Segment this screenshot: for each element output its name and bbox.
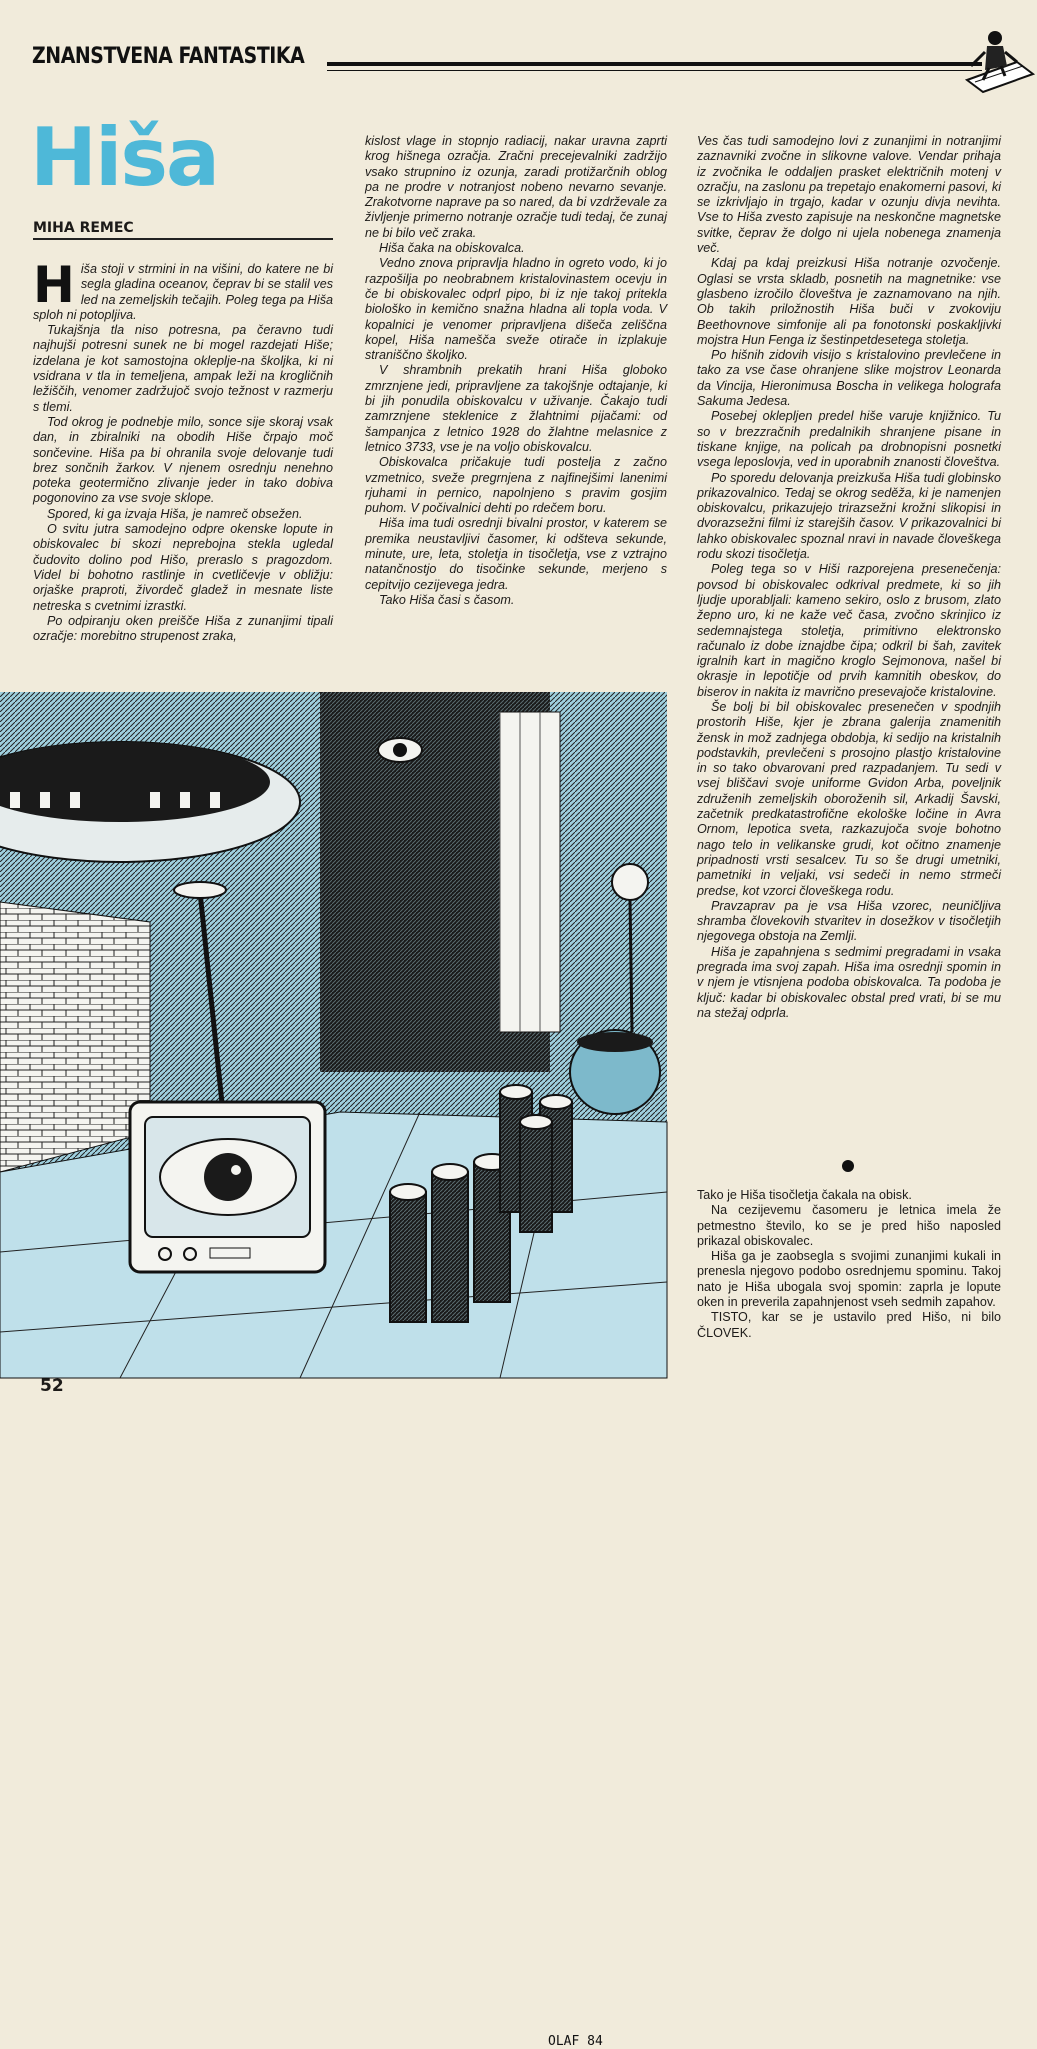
artist-signature: OLAF 84 (548, 2034, 603, 2049)
section-break-bullet (842, 1160, 854, 1172)
section-header (32, 40, 982, 80)
robot-figure-icon (957, 22, 1037, 94)
paragraph: Spored, ki ga izvaja Hiša, je namreč obsežen. (47, 506, 303, 521)
paragraph: Po odpiranju oken preišče Hiša z zunanjimi tipali ozračje: morebitno strupenost zraka, (33, 613, 333, 644)
text-column-3 (697, 134, 1001, 1021)
paragraph: Tako je Hiša tisočletja čakala na obisk. (697, 1188, 912, 1202)
text-column-1 (33, 256, 333, 644)
drop-cap: H (33, 256, 75, 314)
paragraph: Hiša ima tudi osrednji bivalni prostor, v katerem se premika neustavljivi časomer, ki odšteva sekunde, minute, ure, leta, stoletja in tisočletja, vse z vztrajno natančnostjo do tisočinke sekunde, merjeno s cepitvijo cezijevega jedra. (365, 516, 667, 592)
article-title: Hiša (30, 111, 218, 204)
paragraph: kislost vlage in stopnjo radiacij, nakar uravna zaprti krog hišnega ozračja. Zračni precejevalniki zadržijo vsako strupnino iz ozunja, zaradi protižarčnih oblog pa ne prodre v notranjost nobeno nevarno sevanje. Zrakotvorne naprave pa so nared, da bi vzdrževale za življenje primerno notranje ozračje tudi tedaj, če zunaj ne bi bilo več zraka. (365, 134, 667, 240)
paragraph: Hiša čaka na obiskovalca. (379, 241, 525, 256)
paragraph: Kdaj pa kdaj preizkusi Hiša notranje ozvočenje. Oglasi se vrsta skladb, posnetih na magnetnike: vse glasbeno izročilo človeštva je zaznamovano na njih. Ob takih priložnostih Hiša buči v zvokoviju Beethovnove simfonije ali pa fonotonski poskakljivki mojstra Hun Fenga iz šestinpetdesetega stoletja. (697, 256, 1001, 347)
paragraph: Na cezijevemu časomeru je letnica imela že petmestno število, ko se je pred hišo naposled prikazal obiskovalec. (697, 1203, 1001, 1248)
paragraph: Posebej oklepljen predel hiše varuje knjižnico. Tu so v brezzračnih predalnikih shranjene pisane in tiskane knjige, na policah pa drobnopisni posnetki vsega leposlovja, ved in uporabnih znanosti človeštva. (697, 409, 1001, 470)
paragraph: Hiša ga je zaobsegla s svojimi zunanjimi kukali in prenesla njegovo podobo osrednjemu spominu. Takoj nato je Hiša ubogala svoj spomin: zaprla je lopute oken in preverila zapahnjenost vseh sedmih zapahov. (697, 1249, 1001, 1310)
paragraph: Hiša je zapahnjena s sedmimi pregradami in vsaka pregrada ima svoj zapah. Hiša ima osrednji spomin in v njem je vtisnjena podoba obiskovalca. Ta podoba je ključ: kadar bi obiskovalec obstal pred vrati, bi se mu na stežaj odprla. (697, 944, 1001, 1020)
paragraph: iša stoji v strmini in na višini, do katere ne bi segla gladina oceanov, čeprav bi se stalil ves led na zemeljskih tečajih. Poleg tega pa Hiša sploh ni potopljiva. (33, 262, 333, 322)
section-title: ZNANSTVENA FANTASTIKA (32, 44, 305, 69)
paragraph: Obiskovalca pričakuje tudi postelja z začno vzmetnico, sveže pregrnjena z najfinejšimi lanenimi rjuhami in pernico, napolnjeno s pravim gosjim puhom. V počivalnici dehti po rdečem boru. (365, 455, 667, 516)
page-number: 52 (40, 1376, 64, 1396)
paragraph: Tukajšnja tla niso potresna, pa čeravno tudi najhujši potresni sunek ne bi mogel razdejati Hiše; izdelana je kot samostojna okleplje-na školjka, ki ni vsidrana v tla in temeljena, ampak leži na krogličnih ležiščih, venomer zadržujoč svojo težnost v razmerju s tlemi. (33, 323, 333, 414)
paragraph: Tod okrog je podnebje milo, sonce sije skoraj vsak dan, in zbiralniki na obodih Hiše črpajo moč sončevine. Hiša pa bi ohranila svoje delovanje tudi brez sončnih žarkov. V njenem osrednju nenehno poteka geotermično zlivanje jeder in tako dobiva pogonovino za vse svoje sklope. (33, 414, 333, 506)
text-column-2 (365, 134, 667, 608)
text-column-3-ending (697, 1188, 1001, 1341)
header-rule-thin (327, 70, 982, 71)
paragraph: Ves čas tudi samodejno lovi z zunanjimi in notranjimi zaznavniki zvočne in slikovne valove. Vendar prihaja iz zvočnika le oddaljen prasket električnih motenj v ozračju, na zaslonu pa trepetajo enakomerni pasovi, ki se izkrivljajo in trgajo, kadar v ozunju divja nevihta. Vse to Hiša zvesto zapisuje na neskončne magnetske svitke, čeprav že dolgo ni ujela nobenega znamenja več. (697, 134, 1001, 256)
author-byline: MIHA REMEC (33, 220, 333, 240)
paragraph: Poleg tega so v Hiši razporejena presenečenja: povsod bi obiskovalec odkrival predmete, ki so jih ljudje uporabljali: kameno sekiro, oslo z brusom, zlato žepno uro, ki ne kaže več časa, zvočno skrinjico iz sedemnajstega stoletja, primitivno elektronsko računalo iz dobe iznajdbe čipa; odkril bi šah, zavitek igralnih kart in magično kroglo Sejmonova, našel bi okrasje in lepotičje od prvih kamnitih obeskov, do biserov in nakita iz mavrično presevajoče kristalovine. (697, 562, 1001, 699)
paragraph: Po hišnih zidovih visijo s kristalovino prevlečene in tako za vse čase ohranjene slike mojstrov Leonarda da Vincija, Hieronimusa Boscha in velikega holografa Sakuma Jedesa. (697, 348, 1001, 409)
illustration-drawing (0, 692, 667, 1378)
header-rule (327, 62, 982, 66)
paragraph: Še bolj bi bil obiskovalec presenečen v spodnjih prostorih Hiše, kjer je zbrana galerija znamenitih žensk in mož zadnjega obdobja, ki sedijo na kristalnih podstavkih, prevlečeni s prosojno plastjo kristalovine in so tako obvarovani pred razpadanjem. Tu sedi v vsej bliščavi svoje uniforme Gvidon Arba, poveljnik združenih zemeljskih oboroženih sil, Arkadij Šavski, začetnik predkatastrofične ekološke ločine in Avra Ornom, lepotica sveta, razkazujoča svoje bohotno nago telo in velikanske grudi, kot očitno znamenje pripadnosti vrsti sesalcev. Tu so še drugi umetniki, pametniki in veljaki, vsi sedeči in nemo strmeči predse, kot vzorci človeškega rodu. (697, 699, 1001, 898)
paragraph: TISTO, kar se je ustavilo pred Hišo, ni bilo ČLOVEK. (697, 1310, 1001, 1340)
paragraph: Tako Hiša časi s časom. (379, 592, 515, 607)
paragraph: Pravzaprav pa je vsa Hiša vzorec, neuničljiva shramba človekovih stvaritev in dosežkov v tisočletjih njegovega obstoja na Zemlji. (697, 898, 1001, 944)
paragraph: V shrambnih prekatih hrani Hiša globoko zmrznjene jedi, pripravljene za takojšnje odtajanje, ki bi jih ponudila obiskovalcu v uživanje. Čakajo tudi zamrznjene steklenice z žlahtnimi pijačami: od šampanjca z letnico 1928 do žlahtne melasnice z letnico 3733, vse je na voljo obiskovalcu. (365, 363, 667, 454)
paragraph: Vedno znova pripravlja hladno in ogreto vodo, ki jo razpošilja po neobrabnem kristalovinastem ocevju in če bi obiskovalec odprl pipo, bi iz nje takoj pritekla biološko in kemično snažna hladna ali topla voda. V kopalnici je venomer pripravljena dišeča zeliščna kopel, Hiša namešča sveže otirače in izplakuje straniščno školjko. (365, 256, 667, 363)
paragraph: Po sporedu delovanja preizkuša Hiša tudi globinsko prikazovalnico. Tedaj se okrog seděža, ki je namenjen obiskovalcu, prikazujejo trirazsežni krožni slikopisi in dvorazsežni filmi iz starejših časov. V prikazovalnici bi lahko obiskovalec spoznal nravi in navade človeškega rodu skozi tisočletja. (697, 470, 1001, 562)
paragraph: O svitu jutra samodejno odpre okenske lopute in obiskovalec bi skozi neprebojna stekla ugledal čudovito dolino pod Hišo, preraslo s pragozdom. Videl bi bohotno rastlinje in cvetličevje v obližju: orjaške praproti, živordeč gladež in mesnate liste netreska s cvetnimi izrastki. (33, 522, 333, 613)
